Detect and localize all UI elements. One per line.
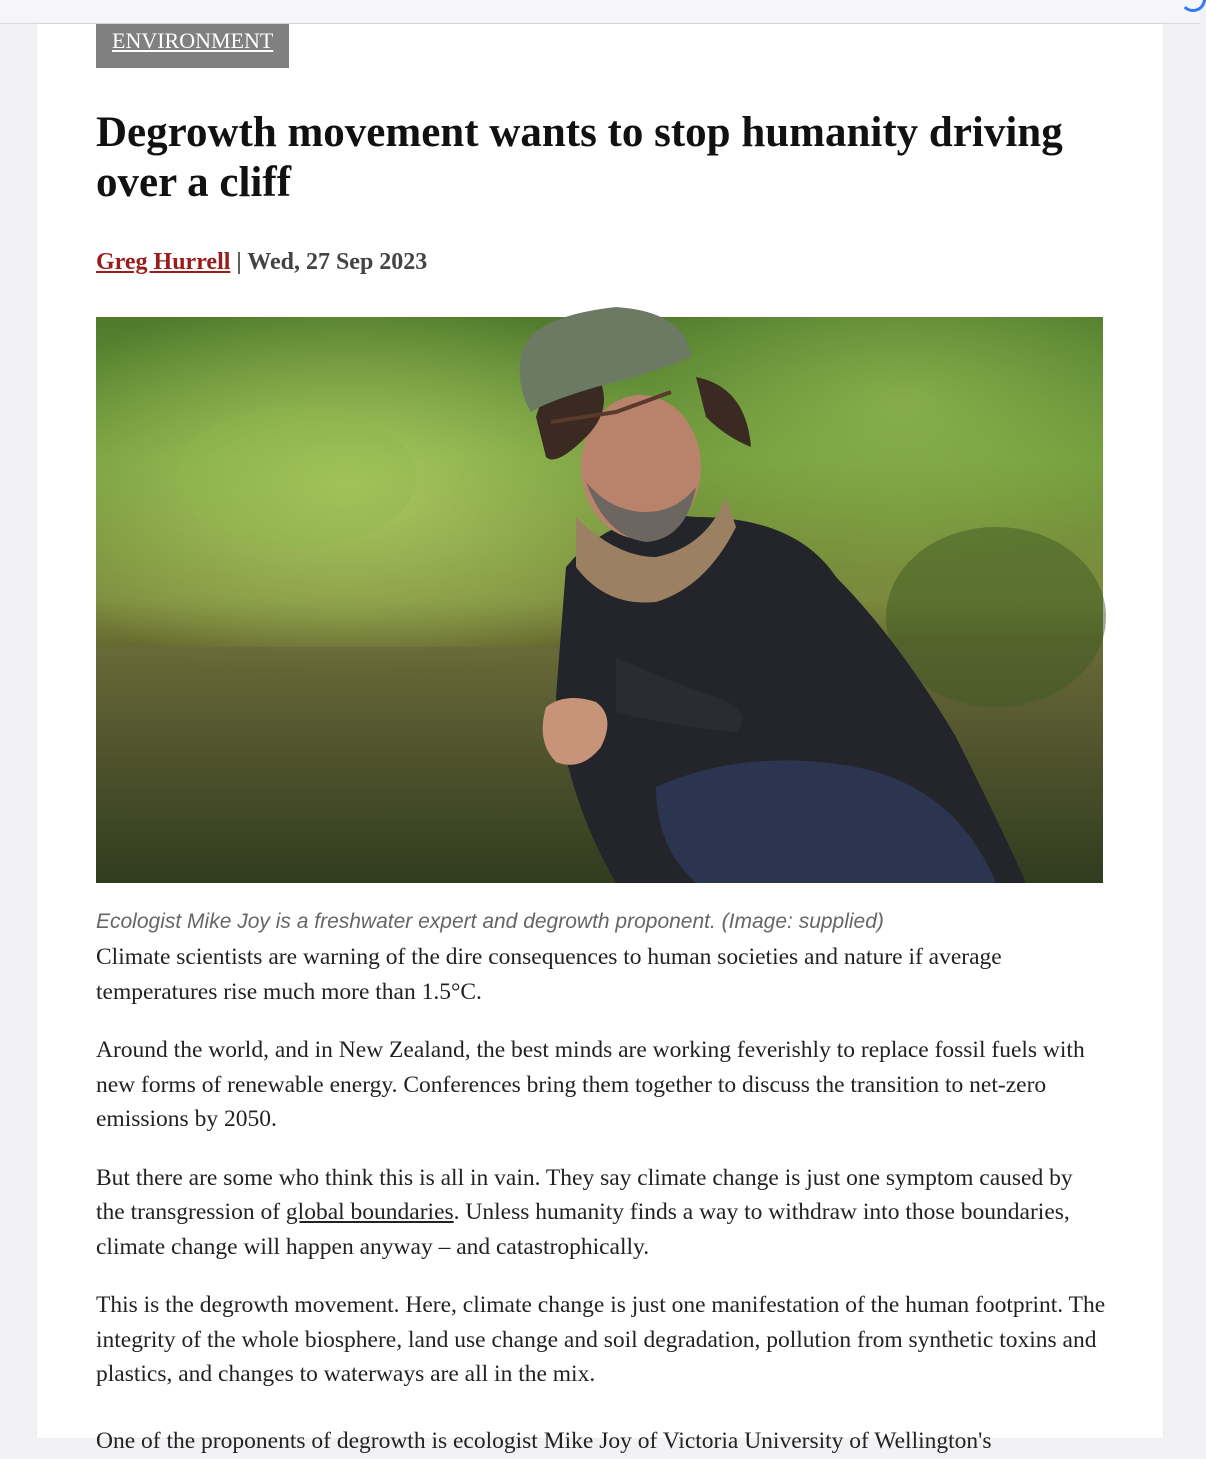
paragraph: This is the degrowth movement. Here, climate change is just one manifestation of the human footprint. The integrity of the whole biosphere, land use change and soil degradation, pollution from synthetic toxins and plastics, and changes to waterways are all in the mix. [96,1292,1106,1387]
paragraph-text: Around the world, and in New Zealand, the best minds are working feverishly to replace fossil fuels with new forms of renewable energy. Conferences bring them together to discuss the transition to net-zero emissions by 2050. [96,1037,1085,1132]
author-link[interactable]: Greg Hurrell [96,249,231,275]
loading-spinner-icon [1180,0,1206,12]
byline [96,248,427,276]
paragraph [96,1033,1106,1137]
paragraph-text: But there are some who think this is all in vain. They say climate change is just one symptom caused by the transgression of [96,1164,1073,1225]
image-caption: Ecologist Mike Joy is a freshwater expert and degrowth proponent. (Image: supplied) [96,910,884,933]
paragraph [96,1161,1106,1265]
article-card [37,24,1163,1454]
article-photo [96,317,1103,883]
byline-separator: | [230,249,248,275]
global-boundaries-link[interactable]: global boundaries [285,1199,454,1225]
publish-date: Wed, 27 Sep 2023 [247,249,428,275]
browser-top-bar [0,0,1200,24]
partial-paragraph: One of the proponents of degrowth is ecologist Mike Joy of Victoria University of Wellington's [96,1428,992,1454]
paragraph-text: . Unless humanity finds a way to withdraw into those boundaries, climate change will happen anyway – and catastrophically. [96,1199,1070,1260]
article-headline: Degrowth movement wants to stop humanity driving over a cliff [96,109,1063,206]
article-body [96,940,1106,1416]
category-tag-link[interactable]: ENVIRONMENT [96,24,289,68]
paragraph: Climate scientists are warning of the dire consequences to human societies and nature if average temperatures rise much more than 1.5°C. [96,944,1002,1005]
